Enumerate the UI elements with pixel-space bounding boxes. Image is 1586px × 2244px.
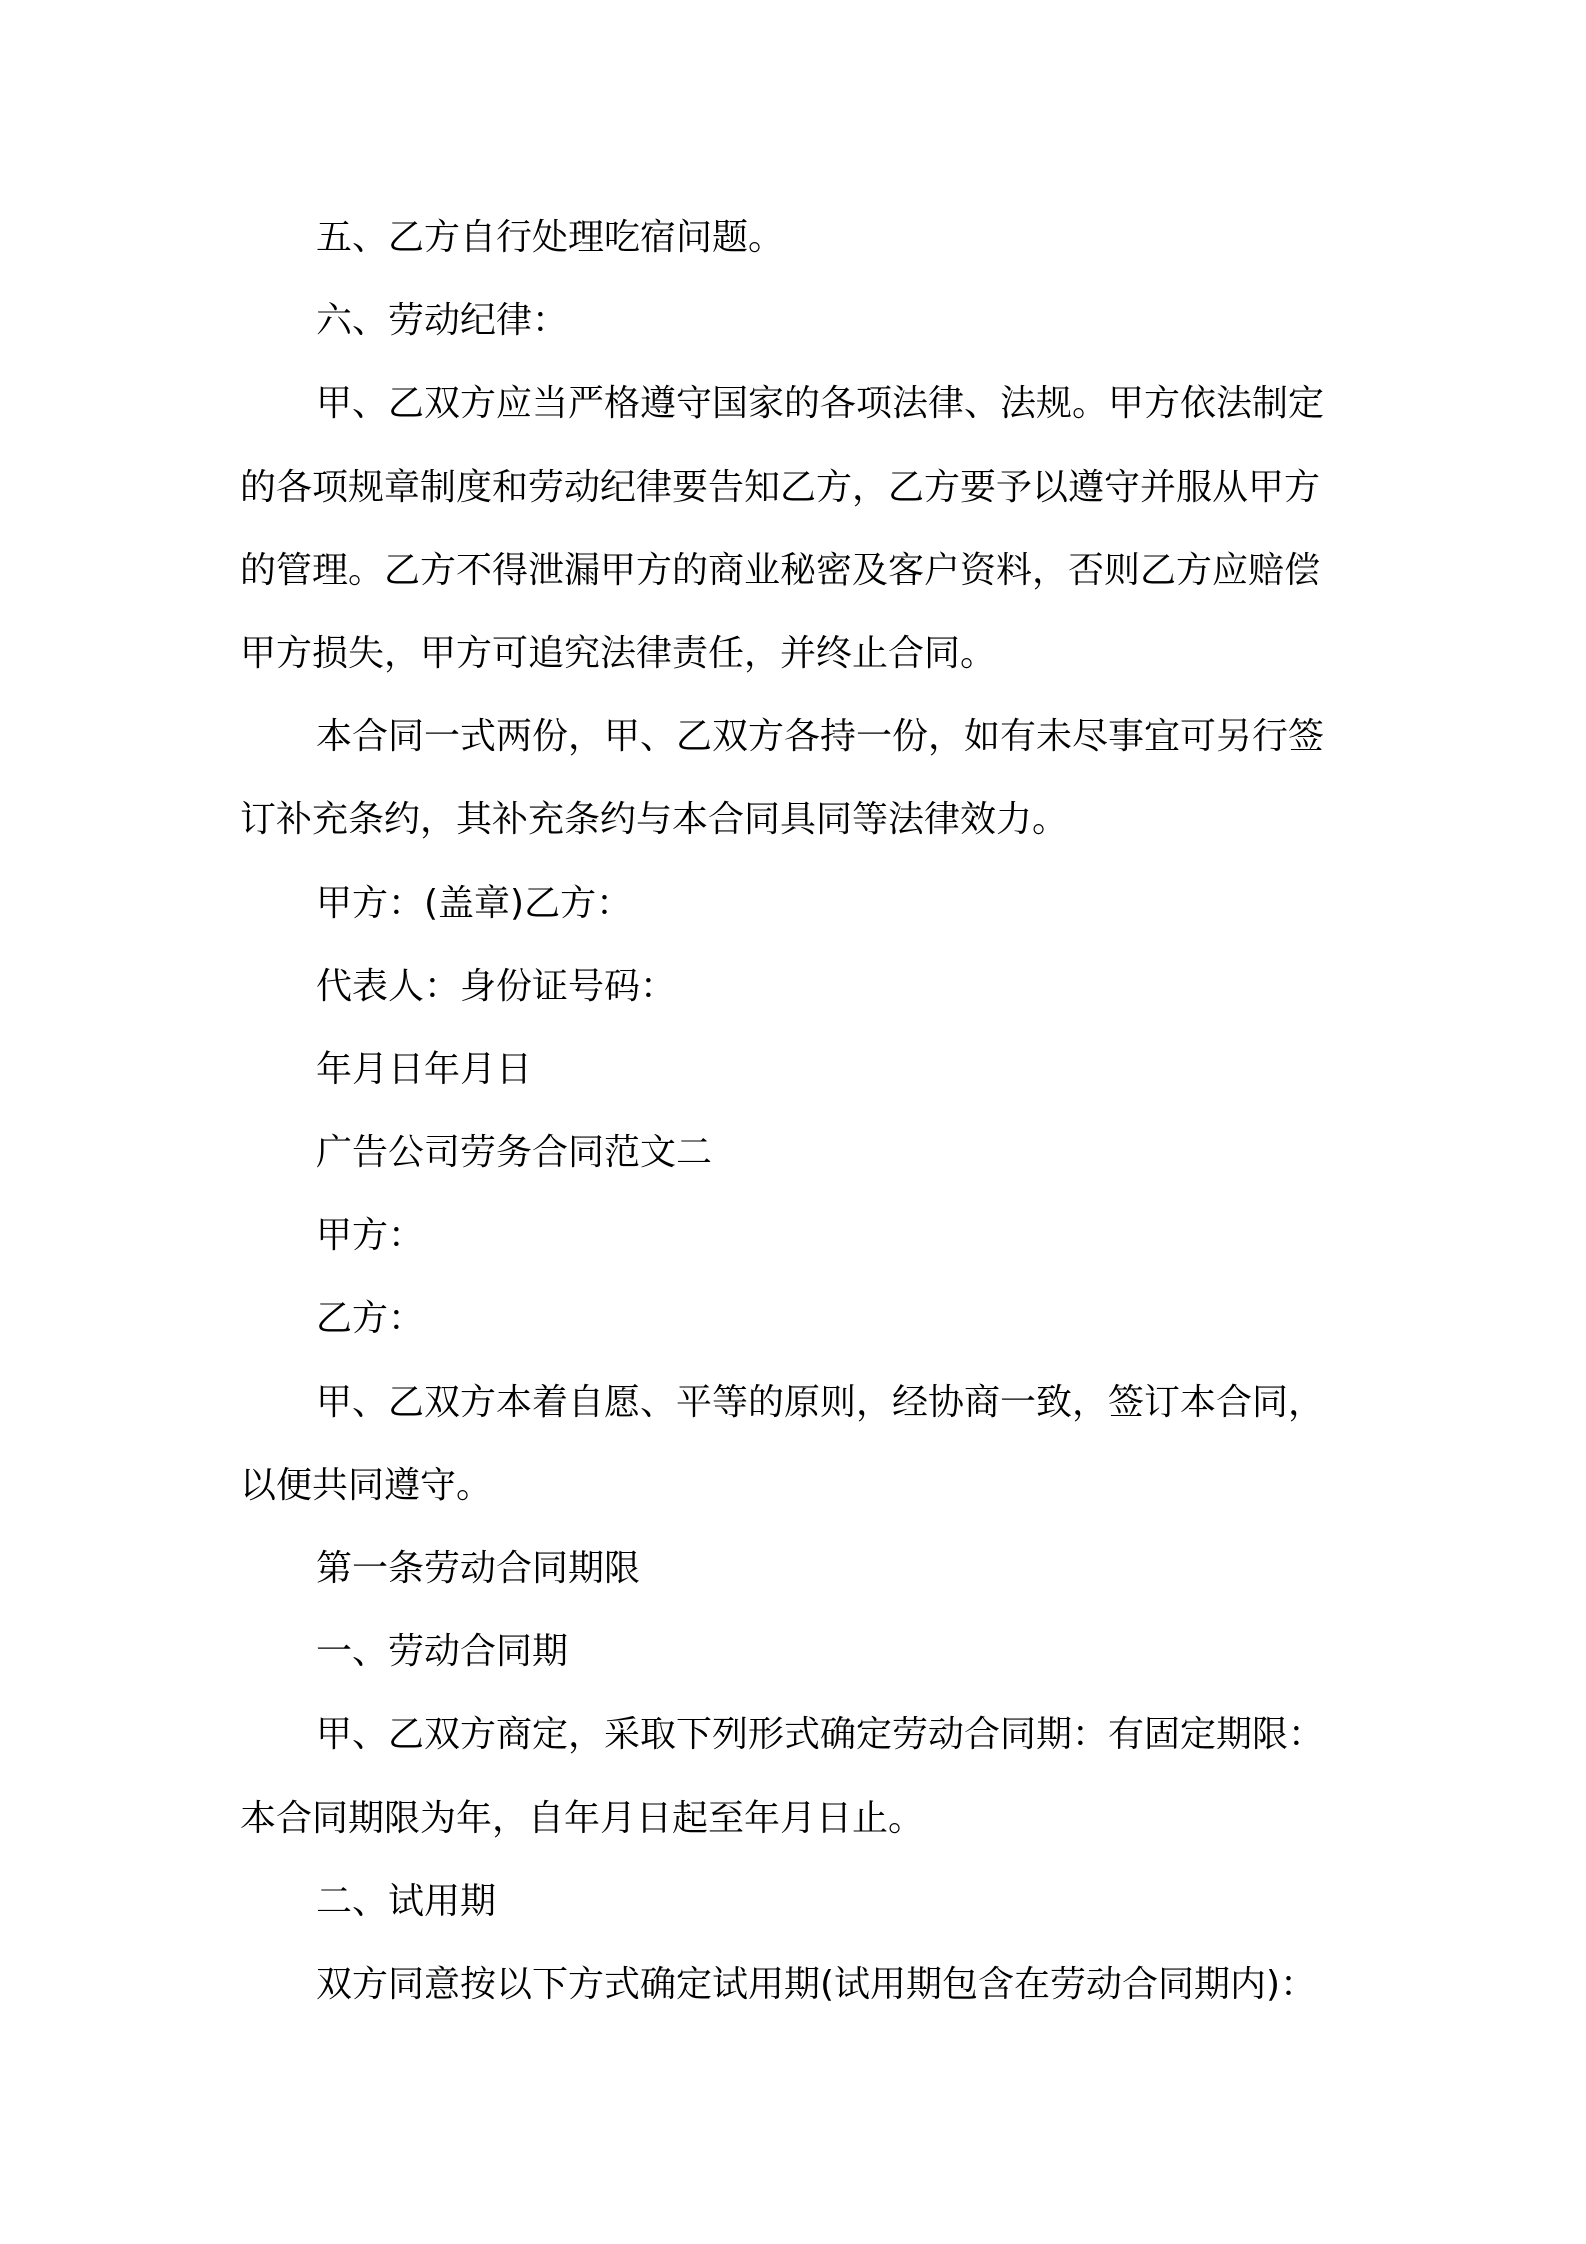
clause-5-food-lodging: 五、乙方自行处理吃宿问题。 (316, 217, 785, 258)
contract-body-text (240, 196, 1360, 2026)
section-contract-term-heading: 一、劳动合同期 (316, 1631, 569, 1673)
article-1-heading: 第一条劳动合同期限 (316, 1548, 641, 1589)
clause-6-heading: 六、劳动纪律： (316, 300, 569, 342)
section-probation-heading: 二、试用期 (316, 1880, 497, 1922)
contract-term-paragraph-line: 甲、乙双方商定，采取下列形式确定劳动合同期：有固定期限： (316, 1714, 1325, 1756)
sample-two-title: 广告公司劳务合同范文二 (316, 1132, 713, 1174)
preamble-paragraph-line: 以便共同遵守。 (240, 1464, 493, 1506)
discipline-paragraph-line: 的管理。乙方不得泄漏甲方的商业秘密及客户资料，否则乙方应赔偿 (240, 549, 1321, 591)
party-b-label: 乙方： (316, 1298, 425, 1340)
preamble-paragraph-line: 甲、乙双方本着自愿、平等的原则，经协商一致，签订本合同， (316, 1381, 1325, 1423)
copies-paragraph-line: 订补充条约，其补充条约与本合同具同等法律效力。 (240, 799, 1069, 841)
party-a-label: 甲方： (316, 1215, 425, 1257)
discipline-paragraph-line: 的各项规章制度和劳动纪律要告知乙方，乙方要予以遵守并服从甲方 (240, 466, 1321, 508)
contract-term-paragraph-line: 本合同期限为年，自年月日起至年月日止。 (240, 1797, 925, 1839)
signature-parties-line: 甲方：(盖章)乙方： (316, 882, 633, 924)
discipline-paragraph-line: 甲方损失，甲方可追究法律责任，并终止合同。 (240, 632, 997, 674)
discipline-paragraph-line: 甲、乙双方应当严格遵守国家的各项法律、法规。甲方依法制定 (316, 383, 1325, 425)
signature-date-line: 年月日年月日 (316, 1048, 533, 1090)
copies-paragraph-line: 本合同一式两份，甲、乙双方各持一份，如有未尽事宜可另行签 (316, 716, 1325, 758)
signature-representative-line: 代表人：身份证号码： (316, 965, 677, 1007)
probation-paragraph-line: 双方同意按以下方式确定试用期(试用期包含在劳动合同期内)： (316, 1963, 1317, 2005)
